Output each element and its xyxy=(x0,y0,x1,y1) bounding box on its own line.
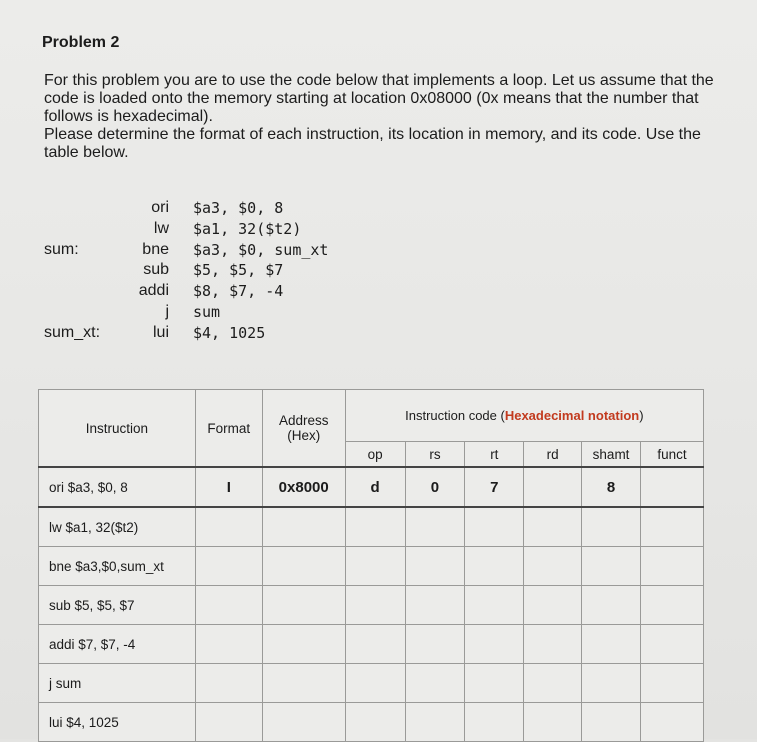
description-paragraph-1: For this problem you are to use the code below that implements a loop. Let us assume that the code is loaded onto the memory starting at location 0x08000 (0x means that the number that follows is hexadecimal). xyxy=(44,72,714,125)
cell-shamt xyxy=(582,586,641,625)
cell-rs xyxy=(405,507,465,547)
header-code-highlight: Hexadecimal notation xyxy=(504,408,640,423)
cell-rs xyxy=(405,703,465,742)
table-row xyxy=(39,467,704,507)
cell-address xyxy=(262,586,345,625)
cell-rt xyxy=(465,625,524,664)
cell-op xyxy=(345,664,405,703)
code-opcode: addi xyxy=(138,282,169,300)
cell-address xyxy=(262,703,345,742)
cell-rd xyxy=(524,507,582,547)
cell-rs: 0 xyxy=(405,467,465,507)
cell-shamt xyxy=(582,625,641,664)
code-opcode: ori xyxy=(151,199,169,216)
cell-rs xyxy=(405,664,465,703)
cell-op xyxy=(345,625,405,664)
code-opcode: sub xyxy=(143,261,169,279)
cell-instruction: addi $7, $7, -4 xyxy=(39,625,196,664)
cell-op: d xyxy=(345,467,405,507)
table-row xyxy=(39,586,704,625)
header-field-funct: funct xyxy=(641,442,704,468)
header-instruction-code xyxy=(345,390,703,442)
cell-funct xyxy=(641,586,704,625)
cell-rd xyxy=(524,703,582,742)
code-opcode: lw xyxy=(153,219,169,237)
cell-rt xyxy=(465,507,524,547)
description-paragraph-2: Please determine the format of each instruction, its location in memory, and its code. Use the table below. xyxy=(44,126,701,161)
cell-format xyxy=(195,586,262,625)
cell-address xyxy=(262,664,345,703)
code-operands: $a1, 32($t2) xyxy=(193,219,302,238)
code-operands: sum xyxy=(193,302,221,321)
cell-funct xyxy=(641,625,704,664)
header-format: Format xyxy=(195,390,262,468)
problem-description xyxy=(44,72,714,162)
code-operands: $8, $7, -4 xyxy=(193,282,284,301)
cell-op xyxy=(345,703,405,742)
header-field-rd: rd xyxy=(524,442,582,468)
cell-rd xyxy=(524,547,582,586)
table-row xyxy=(39,664,704,703)
cell-op xyxy=(345,547,405,586)
code-operands: $a3, $0, sum_xt xyxy=(193,240,329,259)
header-field-rs: rs xyxy=(405,442,465,468)
cell-rt xyxy=(465,664,524,703)
cell-rd xyxy=(524,664,582,703)
header-field-shamt: shamt xyxy=(582,442,641,468)
cell-funct xyxy=(641,664,704,703)
code-opcode: j xyxy=(165,302,169,320)
cell-rt xyxy=(465,547,524,586)
header-code-prefix: Instruction code ( xyxy=(405,408,505,423)
header-field-rt: rt xyxy=(465,442,524,468)
cell-instruction: ori $a3, $0, 8 xyxy=(39,467,196,507)
cell-rd xyxy=(524,586,582,625)
code-opcode: lui xyxy=(152,323,169,341)
code-label: sum_xt: xyxy=(44,323,101,341)
cell-format xyxy=(195,547,262,586)
table-row xyxy=(39,703,704,742)
cell-rs xyxy=(405,547,465,586)
cell-address xyxy=(262,507,345,547)
cell-rt xyxy=(465,586,524,625)
cell-format xyxy=(195,507,262,547)
cell-instruction: lui $4, 1025 xyxy=(39,703,196,742)
cell-op xyxy=(345,586,405,625)
cell-shamt: 8 xyxy=(582,467,641,507)
cell-address: 0x8000 xyxy=(262,467,345,507)
cell-instruction: lw $a1, 32($t2) xyxy=(39,507,196,547)
cell-funct xyxy=(641,547,704,586)
cell-funct xyxy=(641,467,704,507)
cell-instruction: j sum xyxy=(39,664,196,703)
code-label: sum: xyxy=(44,240,79,258)
cell-op xyxy=(345,507,405,547)
cell-shamt xyxy=(582,507,641,547)
header-address xyxy=(262,390,345,468)
code-operands: $4, 1025 xyxy=(193,323,266,342)
table-row xyxy=(39,507,704,547)
table-row xyxy=(39,547,704,586)
cell-address xyxy=(262,547,345,586)
cell-format xyxy=(195,703,262,742)
header-address-line1: Address xyxy=(278,413,329,428)
table-row xyxy=(39,625,704,664)
cell-funct xyxy=(641,703,704,742)
cell-rt xyxy=(465,703,524,742)
cell-rs xyxy=(405,586,465,625)
header-field-op: op xyxy=(345,442,405,468)
cell-format xyxy=(195,664,262,703)
cell-address xyxy=(262,625,345,664)
problem-title: Problem 2 xyxy=(42,34,120,51)
cell-funct xyxy=(641,507,704,547)
header-code-suffix: ) xyxy=(639,408,644,423)
header-instruction: Instruction xyxy=(39,390,196,468)
cell-shamt xyxy=(582,664,641,703)
cell-shamt xyxy=(582,703,641,742)
cell-instruction: bne $a3,$0,sum_xt xyxy=(39,547,196,586)
cell-rd xyxy=(524,467,582,507)
cell-shamt xyxy=(582,547,641,586)
instruction-encoding-table xyxy=(38,389,704,742)
cell-rs xyxy=(405,625,465,664)
code-operands: $5, $5, $7 xyxy=(193,261,284,280)
code-opcode: bne xyxy=(142,240,169,258)
cell-rt: 7 xyxy=(465,467,524,507)
cell-format: I xyxy=(195,467,262,507)
cell-rd xyxy=(524,625,582,664)
cell-format xyxy=(195,625,262,664)
cell-instruction: sub $5, $5, $7 xyxy=(39,586,196,625)
code-operands: $a3, $0, 8 xyxy=(193,199,284,217)
header-address-line2: (Hex) xyxy=(287,428,321,443)
